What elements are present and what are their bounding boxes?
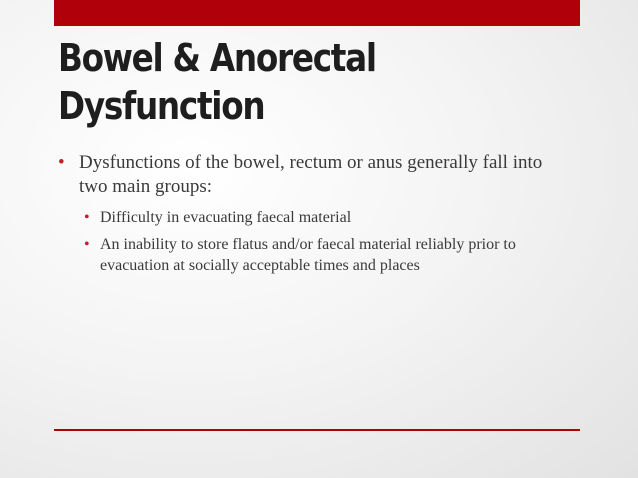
sub-bullet-text: Difficulty in evacuating faecal material	[100, 209, 352, 226]
main-bullet	[58, 151, 548, 199]
title-line-1: Bowel & Anorectal	[58, 36, 376, 80]
sub-bullet	[84, 207, 548, 228]
sub-bullet-list	[84, 207, 548, 276]
bullet-marker: •	[84, 236, 90, 253]
slide-content	[58, 151, 548, 282]
sub-bullet	[84, 234, 548, 276]
top-accent-bar	[54, 0, 580, 26]
bullet-marker: •	[84, 209, 90, 226]
bottom-accent-line	[54, 429, 580, 431]
sub-bullet-text: An inability to store flatus and/or faecal material reliably prior to evacuation at socially acceptable times and places	[100, 236, 516, 274]
main-bullet-text: Dysfunctions of the bowel, rectum or anus generally fall into two main groups:	[79, 152, 543, 197]
bullet-marker: •	[58, 152, 65, 173]
slide-title	[58, 34, 462, 130]
title-line-2: Dysfunction	[58, 84, 265, 128]
